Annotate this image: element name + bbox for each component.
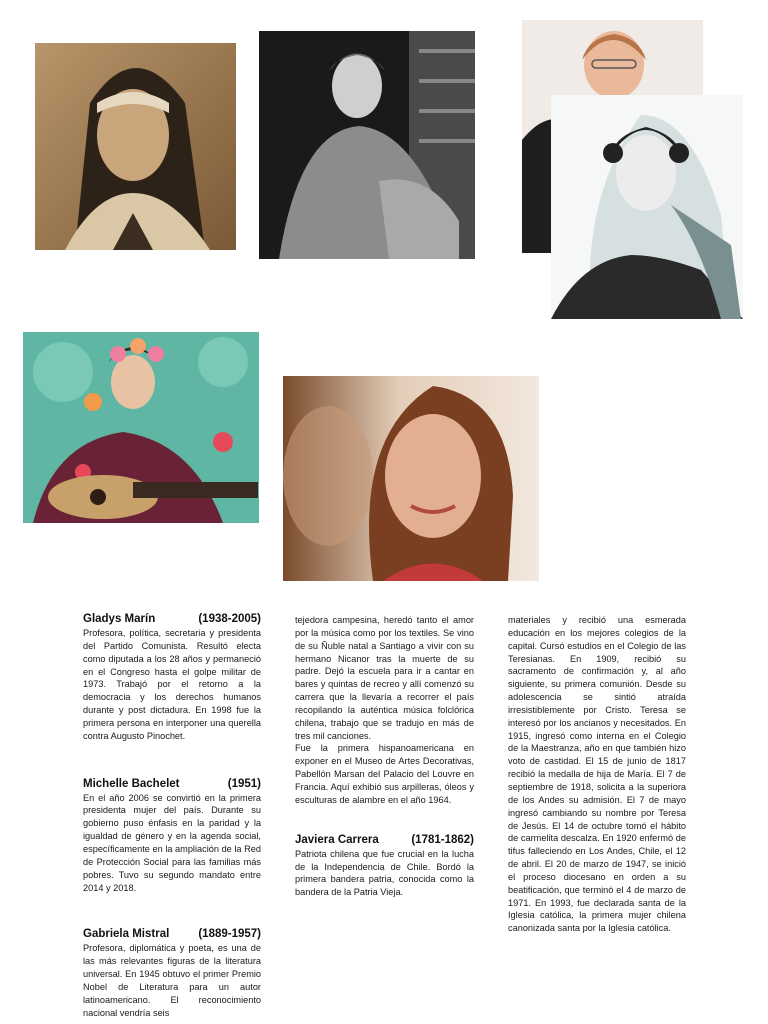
portrait-gladys — [283, 376, 539, 581]
bio-name: Gladys Marín — [83, 613, 156, 625]
bio-name: Javiera Carrera — [295, 833, 379, 846]
bio-years: (1889-1957) — [198, 928, 261, 941]
portrait-gabriela — [259, 31, 475, 259]
bio-heading-javiera — [295, 833, 474, 847]
bio-years: (1781-1862) — [411, 833, 474, 846]
bio-text-teresa-continued: materiales y recibió una esmerada educación en los mejores colegios de la capital. Cursó estudios en el Colegio de las Teresianas. En 1909, recibió su sacramento de confirmación y, al año siguiente, su primera comunión. Desde su adolescencia se sintió atraída irresistiblemente por Cristo. Teresa se interesó por los ancianos y necesitados. En 1915, ingresó como interna en el Colegio de la Maestranza, año en que también hizo voto de castidad. El 15 de junio de 1817 recibió la medalla de hija de María. El 7 de septiembre de 1918, solicita a la superiora de los Andes su admisión. El 7 de mayo ingresó cambiando su nombre por Teresa de Jesús. El 14 de octubre tomó el hábito de carmelita descalza. En 1920 enfermó de tifus falleciendo en Los Andes, Chile, el 12 de abril. El 20 de marzo de 1947, se inició el proceso diocesano en orden a su beatificación, que terminó el 4 de marzo de 1971. En 1993, fue declarada santa de la Iglesia católica, la primera mujer chilena canonizada santa por la Iglesia católica. — [508, 615, 686, 934]
bio-name: Gabriela Mistral — [83, 928, 170, 941]
bio-heading-michelle — [83, 777, 261, 791]
bio-text-violeta-louvre: Fue la primera hispanoamericana en exponer en el Museo de Artes Decorativas, Pabellón Marsan del Palacio del Louvre en Francia. Aquí exhibió sus arpilleras, óleos y esculturas de alambre en el año 1964. — [295, 743, 474, 805]
bio-text-gabriela: Profesora, diplomática y poeta, es una de las más relevantes figuras de la literatura universal. En 1945 obtuvo el primer Premio Nobel de Literatura para un autor latinoamericano. El reconocimiento nacional vendría seis — [83, 943, 261, 1018]
bio-heading-gladys — [83, 612, 261, 626]
bio-heading-gabriela — [83, 927, 261, 941]
bio-text-michelle: En el año 2006 se convirtió en la primera presidenta mujer del país. Durante su gobierno puso énfasis en la paridad y la igualdad de género y en la agenda social, específicamente en la ampliación de la Red de Protección Social para las familias más pobres. Tuvo su segundo mandato entre 2014 y 2018. — [83, 792, 261, 893]
portrait-teresa — [35, 43, 236, 250]
column-3 — [508, 614, 686, 935]
bio-years: (1951) — [227, 777, 261, 790]
portrait-violeta — [23, 332, 259, 523]
bio-text-gladys: Profesora, política, secretaria y presidenta del Partido Comunista. Resultó electa como diputada a los 28 años y permaneció en el Congreso hasta el golpe militar de 1973. Trabajó por el retorno a la democracia y los derechos humanos durante y post dictadura. En 1998 fue la primera persona en interponer una querella contra Augusto Pinochet. — [83, 628, 261, 741]
bio-text-violeta-continued: tejedora campesina, heredó tanto el amor por la música como por los textiles. Se vino de su Ñuble natal a Santiago a vivir con su hermano Nicanor tras la muerte de su padre. Dejó la escuela para ir a cantar en bares y quintas de recreo y allí comenzó su carrera que la llevaría a recorrer el país recopilando la auténtica música folclórica chilena, trabajo que se tradujo en más de tres mil canciones. — [295, 615, 474, 741]
portrait-javiera — [551, 95, 743, 319]
bio-name: Michelle Bachelet — [83, 777, 180, 790]
column-2 — [295, 614, 474, 899]
bio-years: (1938-2005) — [198, 613, 261, 625]
column-1 — [83, 612, 261, 1019]
bio-text-javiera: Patriota chilena que fue crucial en la lucha de la Independencia de Chile. Bordó la primera bandera patria, conocida como la bandera de la Patria Vieja. — [295, 848, 474, 898]
